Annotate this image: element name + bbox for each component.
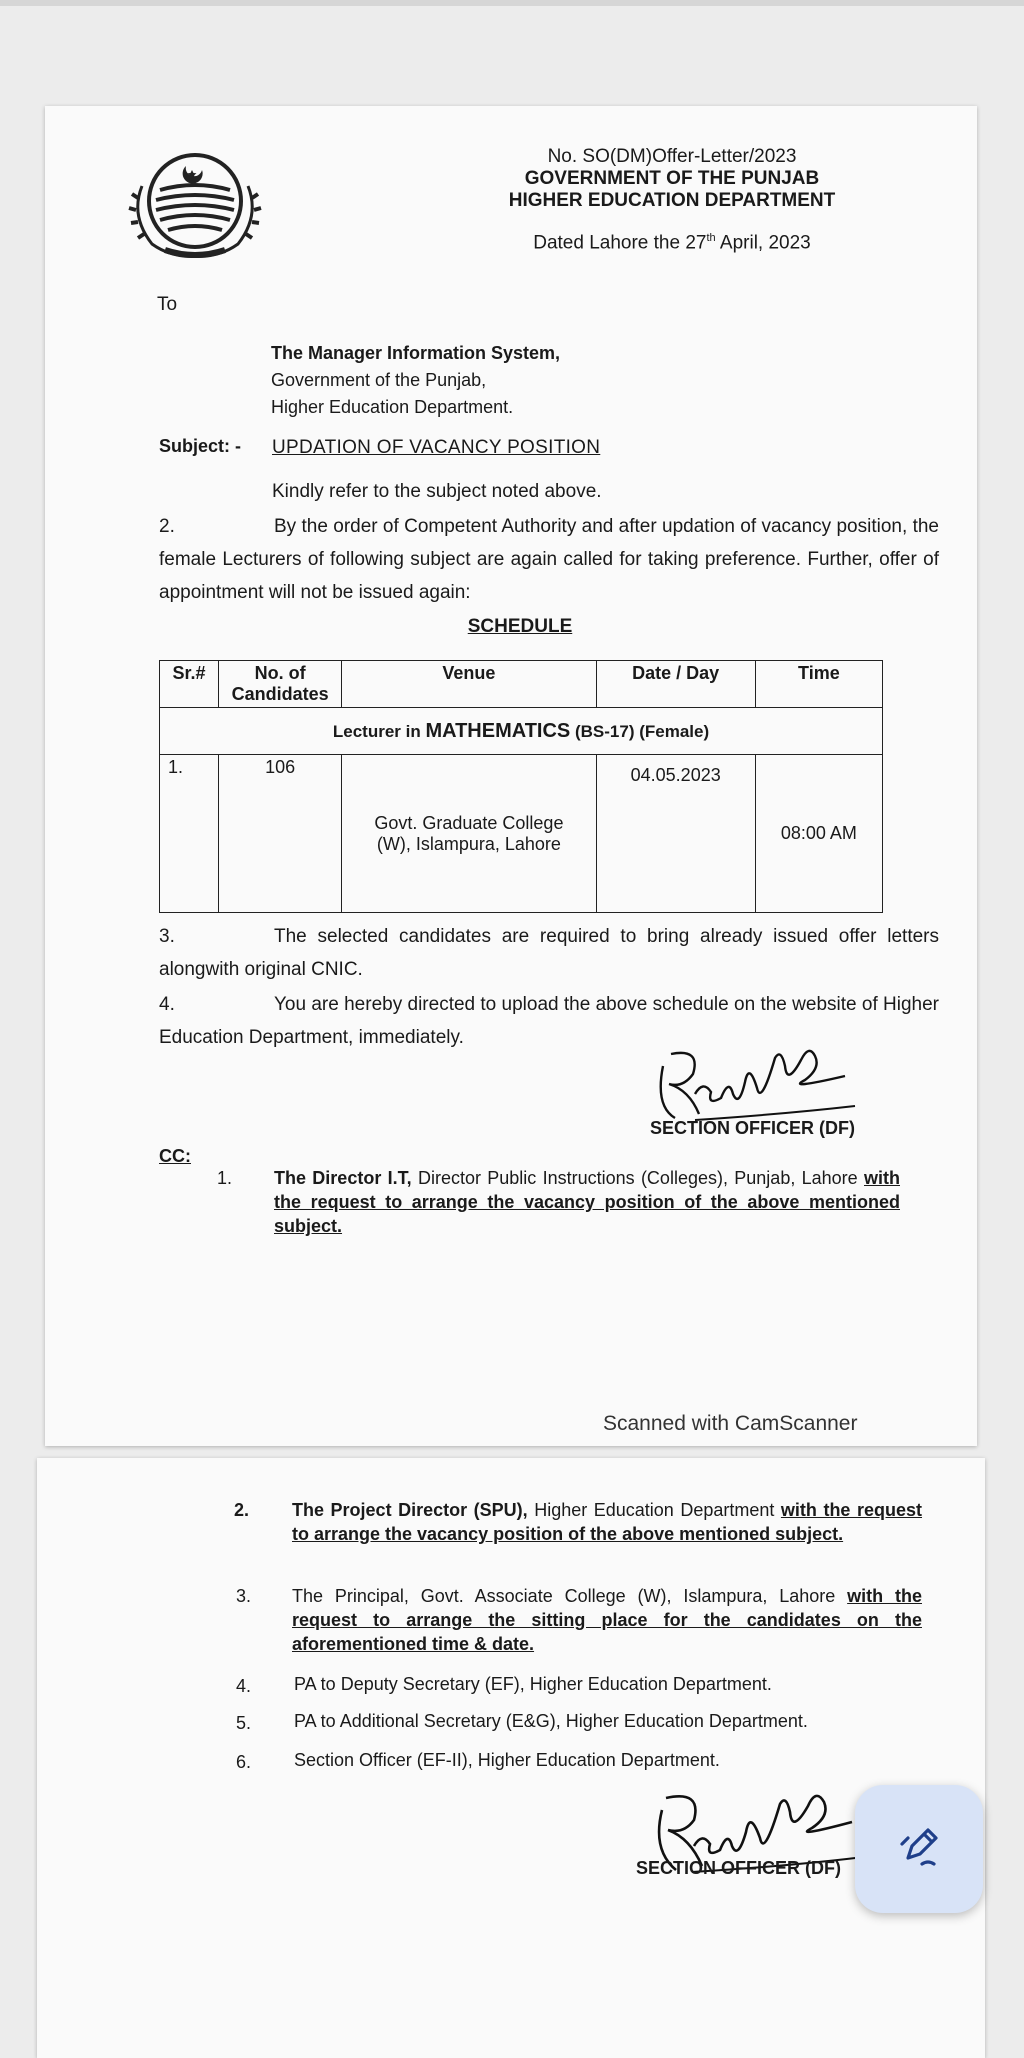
- cc-item-5-number: 5.: [236, 1713, 252, 1733]
- addressee-line-3: Higher Education Department.: [271, 397, 514, 417]
- group-title: [160, 708, 883, 755]
- cc-item-1-number: 1.: [217, 1168, 233, 1188]
- paragraph-2-text: By the order of Competent Authority and after updation of vacancy position, the female Lecturers of following subject are again called for taking preference. Further, offer of appointment will not be issued again:: [159, 516, 939, 603]
- department-title: [482, 190, 862, 212]
- addressee-block: [271, 340, 560, 421]
- paragraph-2: [159, 510, 939, 609]
- table-group-row: [160, 708, 883, 755]
- group-subject: MATHEMATICS: [425, 719, 571, 742]
- document-page-1: [45, 106, 977, 1446]
- paragraph-4-text: You are hereby directed to upload the above schedule on the website of Higher Education Department, immediately.: [159, 994, 939, 1048]
- paragraph-4: [159, 988, 939, 1054]
- department-title-text: HIGHER EDUCATION DEPARTMENT: [508, 190, 836, 211]
- signatory-title-2: SECTION OFFICER (DF): [636, 1858, 841, 1878]
- cc-item-1-underlined: with the request to arrange the vacancy position of the above mentioned subject.: [274, 1168, 900, 1236]
- cc-item-2-underlined: with the request to arrange the vacancy position of the above mentioned subject.: [292, 1500, 923, 1544]
- th-venue: Venue: [342, 661, 596, 708]
- government-title: GOVERNMENT OF THE PUNJAB: [524, 168, 820, 189]
- th-date: Date / Day: [596, 661, 755, 708]
- cc-label: CC:: [159, 1146, 191, 1166]
- paragraph-3-number: 3.: [159, 926, 175, 947]
- cc-item-1-bold: The Director I.T,: [274, 1168, 412, 1188]
- paragraph-2-number: 2.: [159, 516, 175, 537]
- date-prefix: Dated Lahore the 27: [533, 232, 707, 254]
- table-header-row: [160, 661, 883, 708]
- cc-item-5: PA to Additional Secretary (E&G), Higher Education Department.: [294, 1711, 808, 1731]
- cc-item-2-number: 2.: [234, 1500, 250, 1520]
- signature-1: [655, 1046, 865, 1126]
- status-bar-strip: [0, 0, 1024, 6]
- edit-pen-icon: [896, 1824, 942, 1875]
- paragraph-3-text: The selected candidates are required to bring already issued offer letters alongwith original CNIC.: [159, 926, 939, 980]
- edit-fab-button[interactable]: [855, 1785, 983, 1913]
- cell-time: 08:00 AM: [755, 755, 882, 913]
- signatory-title: SECTION OFFICER (DF): [650, 1118, 855, 1138]
- th-candidates: No. of Candidates: [219, 661, 342, 708]
- addressee-line-1: The Manager Information System,: [271, 343, 561, 363]
- schedule-table: [159, 660, 883, 913]
- addressee-line-2: Government of the Punjab,: [271, 370, 487, 390]
- th-time: Time: [755, 661, 882, 708]
- letter-date: [482, 232, 862, 254]
- cell-venue: Govt. Graduate College (W), Islampura, Lahore: [342, 755, 596, 913]
- cc-item-2-bold: The Project Director (SPU),: [292, 1500, 528, 1520]
- cell-date: 04.05.2023: [596, 755, 755, 913]
- cc-item-3-plain: The Principal, Govt. Associate College (W), Islampura, Lahore: [292, 1586, 848, 1606]
- cc-item-1: [274, 1166, 900, 1238]
- date-sup: th: [706, 232, 716, 244]
- schedule-heading: SCHEDULE: [467, 616, 573, 637]
- punjab-emblem-icon: [120, 146, 270, 266]
- cc-item-3: [292, 1584, 922, 1656]
- group-prefix: Lecturer in: [332, 721, 426, 741]
- paragraph-4-number: 4.: [159, 994, 175, 1015]
- cc-item-2-plain: Higher Education Department: [527, 1500, 781, 1520]
- cc-item-3-number: 3.: [236, 1586, 252, 1606]
- cc-item-1-plain: Director Public Instructions (Colleges), Punjab, Lahore: [411, 1168, 864, 1188]
- letter-number: No. SO(DM)Offer-Letter/2023: [547, 146, 797, 167]
- paragraph-1: Kindly refer to the subject noted above.: [272, 481, 602, 502]
- subject-text: UPDATION OF VACANCY POSITION: [272, 437, 601, 458]
- cc-item-4: PA to Deputy Secretary (EF), Higher Education Department.: [294, 1674, 772, 1694]
- cc-item-6-number: 6.: [236, 1752, 252, 1772]
- camscanner-watermark: Scanned with CamScanner: [603, 1412, 858, 1435]
- subject-label: Subject: -: [159, 436, 242, 456]
- paragraph-3: [159, 920, 939, 986]
- group-suffix: (BS-17) (Female): [570, 721, 710, 741]
- cell-candidates: 106: [219, 755, 342, 913]
- cell-sr: 1.: [160, 755, 219, 913]
- to-label: To: [157, 294, 178, 315]
- cc-item-4-number: 4.: [236, 1676, 252, 1696]
- cc-item-2: [292, 1498, 922, 1546]
- th-sr: Sr.#: [160, 661, 219, 708]
- cc-item-3-underlined: with the request to arrange the sitting place for the candidates on the aforementioned time & date.: [292, 1586, 922, 1654]
- date-suffix: April, 2023: [715, 232, 811, 254]
- document-page-2: [37, 1458, 985, 2058]
- table-row: [160, 755, 883, 913]
- cc-item-6: Section Officer (EF-II), Higher Education Department.: [294, 1750, 720, 1770]
